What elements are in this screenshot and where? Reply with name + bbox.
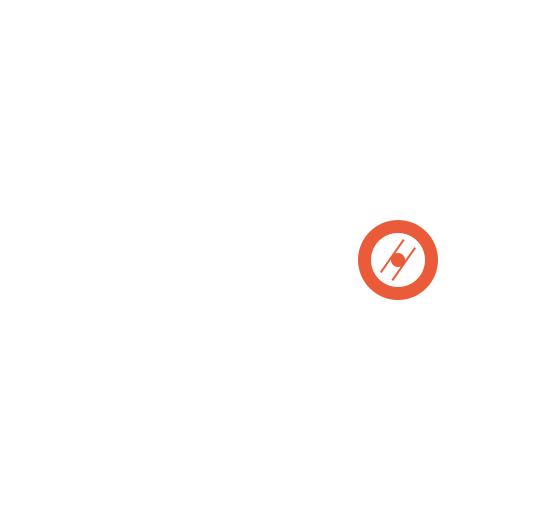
ize-logo-icon <box>353 200 443 330</box>
